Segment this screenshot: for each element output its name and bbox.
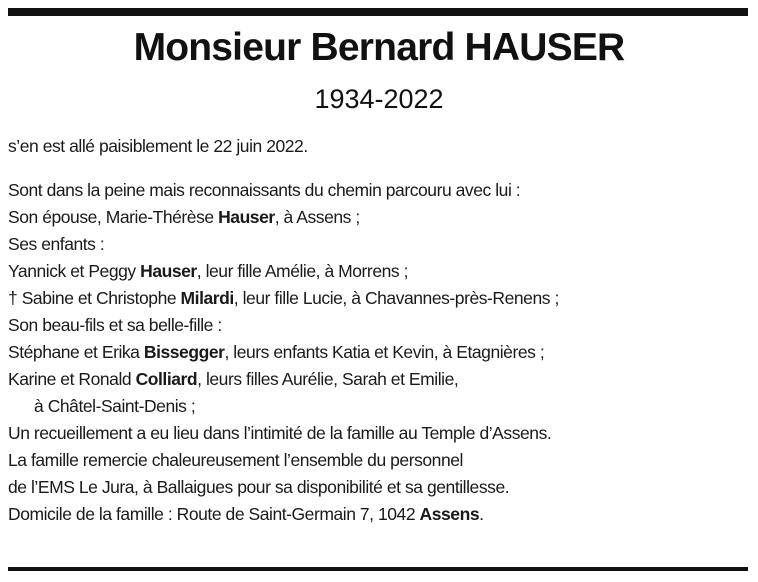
text-segment: Yannick et Peggy [8,261,141,281]
text-segment: , leurs filles Aurélie, Sarah et Emilie, [197,369,459,389]
text-segment: , leur fille Amélie, à Morrens ; [196,261,409,281]
life-years: 1934-2022 [314,84,444,114]
text-segment: de l’EMS Le Jura, à Ballaigues pour sa disponibilité et sa gentillesse. [8,477,510,497]
paragraph-spacer [8,160,750,177]
step-child-line [8,366,750,393]
text-segment: Ses enfants : [8,234,105,254]
text-segment: , à Assens ; [274,207,360,227]
family-surname: Hauser [140,261,197,281]
notice-body [8,133,750,528]
family-surname: Hauser [218,207,275,227]
top-border-rule [8,8,748,16]
text-segment: à Châtel-Saint-Denis ; [34,396,196,416]
text-segment: , leurs enfants Katia et Kevin, à Etagnières ; [224,342,545,362]
text-segment: La famille remercie chaleureusement l’ensemble du personnel [8,450,463,470]
spouse-line [8,204,750,231]
continuation-line [8,393,750,420]
text-segment: Son épouse, Marie-Thérèse [8,207,219,227]
step-children-heading-line [8,312,750,339]
deceased-name: Monsieur Bernard HAUSER [133,26,625,69]
child-line [8,258,750,285]
children-heading-line [8,231,750,258]
text-segment: Domicile de la famille : Route de Saint-Germain 7, 1042 [8,504,420,524]
text-segment: . [479,504,484,524]
text-segment: Son beau-fils et sa belle-fille : [8,315,222,335]
text-segment: , leur fille Lucie, à Chavannes-près-Renens ; [233,288,559,308]
address-line [8,501,750,528]
text-segment: Sont dans la peine mais reconnaissants du chemin parcouru avec lui : [8,180,521,200]
child-line [8,285,750,312]
text-segment: Karine et Ronald [8,369,136,389]
family-surname: Milardi [180,288,234,308]
thanks-line [8,447,750,474]
text-segment: Un recueillement a eu lieu dans l’intimité de la famille au Temple d’Assens. [8,423,552,443]
text-segment: Stéphane et Erika [8,342,144,362]
thanks-line [8,474,750,501]
intro-line: s’en est allé paisiblement le 22 juin 2022. [8,136,308,156]
family-surname: Colliard [135,369,198,389]
ceremony-line [8,420,750,447]
mourners-intro-line [8,177,750,204]
family-surname: Bissegger [143,342,225,362]
family-surname: Assens [419,504,480,524]
text-segment: † Sabine et Christophe [8,288,181,308]
bottom-border-rule [8,567,748,571]
step-child-line [8,339,750,366]
